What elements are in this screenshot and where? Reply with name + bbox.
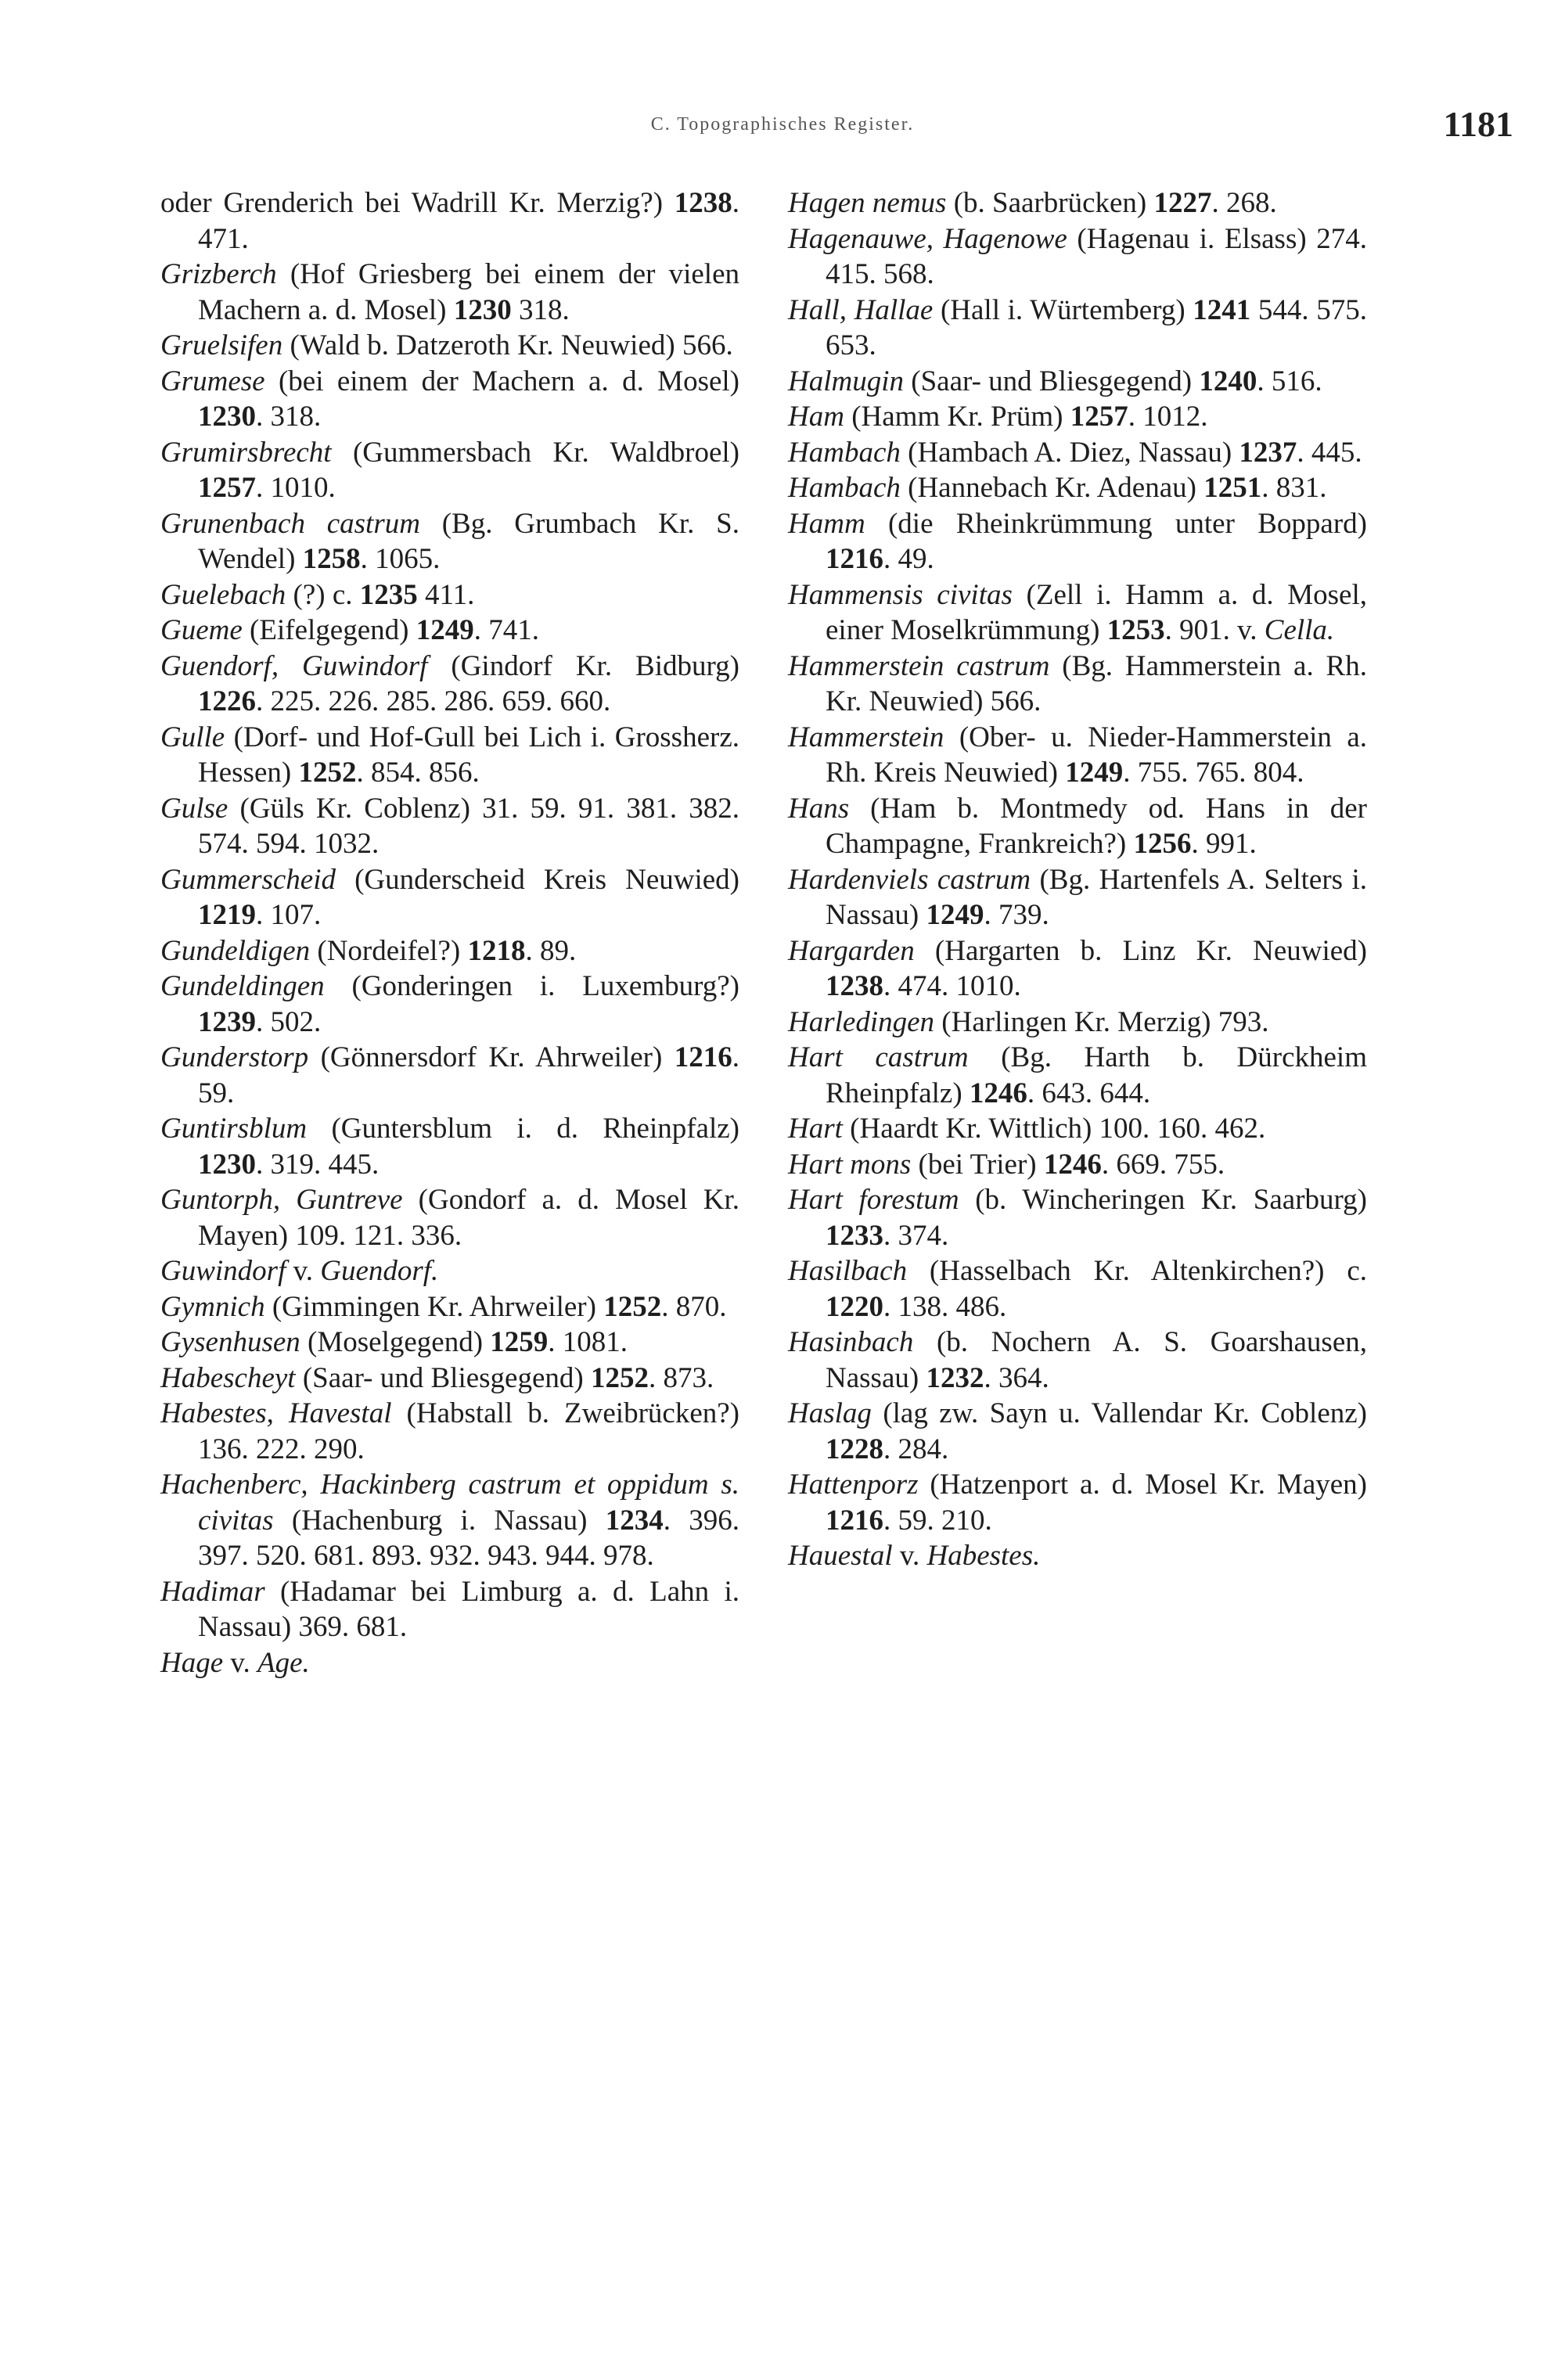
register-entry [160,933,739,969]
entry-year: 1249 [1065,757,1124,789]
entry-refs: . 225. 226. 285. 286. 659. 660. [256,685,611,717]
register-entry [788,1325,1367,1396]
register-entry [788,1538,1367,1574]
entry-year: 1246 [1043,1148,1102,1181]
entry-year: 1237 [1239,436,1297,469]
entry-refs: . 1010. [256,472,336,504]
entry-text: v. [286,1255,321,1287]
entry-term: Gueme [160,614,243,646]
entry-term: Hambach [788,472,901,504]
entry-year: 1259 [490,1326,549,1358]
register-entry [160,1289,739,1325]
entry-text: (Gindorf Kr. Bidburg) [427,649,739,682]
entry-term: Hagen nemus [788,187,947,219]
entry-refs: . 669. 755. [1101,1148,1225,1181]
entry-year: 1256 [1133,828,1192,860]
register-entry [160,435,739,506]
entry-term: Hammensis civitas [788,578,1013,611]
entry-term: Gulse [160,792,228,825]
register-entry [160,185,739,257]
entry-term: Habescheyt [160,1361,296,1394]
entry-refs: . 396. 397. 520. 681. 893. 932. 943. 944. 978. [198,1504,739,1572]
register-entry [160,1361,739,1397]
entry-term: Hart forestum [788,1184,959,1216]
entry-term: Gymnich [160,1290,265,1323]
entry-term: Haslag [788,1397,872,1429]
entry-term: Hadimar [160,1575,265,1608]
entry-year: 1230 [198,401,256,433]
entry-text: (Bg. Grumbach Kr. S. Wendel) [198,507,739,575]
entry-year: 1218 [467,934,526,967]
entry-text: (Gunderscheid Kreis Neuwied) [336,863,739,896]
entry-refs: . 474. 1010. [883,970,1021,1002]
register-entry [160,1396,739,1467]
entry-text: (Hatzenport a. d. Mosel Kr. Mayen) [918,1469,1367,1501]
entry-year: 1238 [826,970,883,1002]
register-entry [788,293,1367,364]
entry-text: (Haardt Kr. Wittlich) 100. 160. 462. [842,1113,1266,1145]
entry-refs: . 364. [984,1361,1049,1394]
entry-term: Hambach [788,436,901,469]
register-entry [160,577,739,613]
entry-year: 1257 [198,472,256,504]
entry-year: 1249 [416,614,474,646]
entry-year: 1228 [826,1433,883,1465]
entry-refs: . 138. 486. [883,1290,1007,1323]
left-column [160,185,739,1681]
entry-year: 1241 [1193,293,1251,326]
entry-text: (Habstall b. Zweibrücken?) 136. 222. 290. [198,1397,739,1465]
page-number: 1181 [1443,104,1513,144]
entry-term: Hart castrum [788,1041,969,1073]
entry-text: (Hagenau i. Elsass) 274. 415. 568. [826,222,1367,290]
entry-refs: 544. 575. 653. [826,293,1367,361]
register-entry [788,221,1367,293]
entry-term: Grizberch [160,258,277,290]
entry-refs: . 901. v. [1164,614,1265,646]
entry-year: 1219 [198,899,256,931]
entry-cross-reference: Cella. [1264,614,1335,646]
entry-text: (Bg. Hartenfels A. Selters i. Nassau) [826,863,1367,931]
entry-term: Hachenberc, Hackinberg castrum et oppidum s. civitas [160,1469,739,1537]
register-entry [788,1005,1367,1041]
entry-refs: . 854. 856. [356,757,480,789]
register-entry [160,1574,739,1645]
entry-refs: 318. [511,293,570,326]
entry-refs: . 445. [1297,436,1362,469]
entry-text: (Dorf- und Hof-Gull bei Lich i. Grossherz. Hessen) [198,721,739,789]
entry-term: Grunenbach castrum [160,507,420,540]
running-title: C. Topographisches Register. [650,114,915,135]
entry-year: 1226 [198,685,256,717]
register-entry [788,1467,1367,1538]
entry-refs: . 49. [883,543,934,575]
entry-term: Hargarden [788,934,915,967]
entry-year: 1238 [674,187,732,219]
entry-year: 1239 [198,1005,256,1038]
entry-term: Hammerstein [788,721,944,753]
entry-text: (Bg. Hammerstein a. Rh. Kr. Neuwied) 566. [826,649,1367,717]
register-entry [788,720,1367,791]
entry-term: Hauestal [788,1540,893,1572]
entry-term: Grumirsbrecht [160,436,332,469]
entry-year: 1249 [926,899,984,931]
entry-text: (Harlingen Kr. Merzig) 793. [934,1005,1269,1038]
entry-year: 1216 [826,543,883,575]
entry-year: 1234 [605,1504,664,1537]
entry-term: Habestes, Havestal [160,1397,392,1429]
entry-refs: . 1081. [548,1326,628,1358]
register-entry [160,1325,739,1361]
register-entry [788,1182,1367,1253]
entry-year: 1230 [198,1148,256,1181]
entry-refs: . 1065. [360,543,441,575]
entry-year: 1233 [826,1219,883,1252]
register-entry [160,1253,739,1289]
entry-term: Hasinbach [788,1326,914,1358]
entry-text: (Hamm Kr. Prüm) [844,401,1070,433]
entry-text: (b. Wincheringen Kr. Saarburg) [959,1184,1368,1216]
register-entry [788,185,1367,221]
entry-refs: . 991. [1191,828,1257,860]
entry-text: (Saar- und Bliesgegend) [295,1361,591,1394]
entry-text: (bei Trier) [911,1148,1044,1181]
entry-refs: . 471. [198,187,739,255]
entry-year: 1240 [1199,365,1257,397]
entry-term: Grumese [160,365,265,397]
entry-year: 1216 [674,1041,732,1073]
entry-text: (Guntersblum i. d. Rheinpfalz) [307,1113,739,1145]
entry-term: Gundeldingen [160,970,325,1002]
entry-year: 1253 [1106,614,1165,646]
entry-text: (b. Saarbrücken) [946,187,1154,219]
right-column [788,185,1367,1574]
entry-year: 1230 [453,293,512,326]
entry-text: (Moselgegend) [300,1326,491,1358]
entry-refs: . 741. [473,614,539,646]
entry-refs: . 59. 210. [883,1504,992,1537]
entry-term: Hans [788,792,850,825]
entry-refs: . 284. [883,1433,949,1465]
entry-year: 1220 [826,1290,883,1323]
register-entry [788,399,1367,435]
entry-term: Hage [160,1646,224,1679]
entry-text: (Hambach A. Diez, Nassau) [900,436,1239,469]
register-entry [160,364,739,435]
register-entry [788,470,1367,506]
register-entry [788,506,1367,577]
entry-term: Gulle [160,721,225,753]
entry-term: Harledingen [788,1005,935,1038]
entry-term: Hart [788,1113,843,1145]
entry-term: Gunderstorp [160,1041,309,1073]
entry-refs: . 755. 765. 804. [1123,757,1304,789]
entry-text: (die Rheinkrümmung unter Boppard) [865,507,1367,540]
entry-term: Halmugin [788,365,904,397]
register-entry [160,506,739,577]
register-entry [160,720,739,791]
entry-year: 1252 [603,1290,662,1323]
entry-text: oder Grenderich bei Wadrill Kr. Merzig?) [160,187,675,219]
entry-text: (Gonderingen i. Luxemburg?) [324,970,739,1002]
entry-term: Gysenhusen [160,1326,300,1358]
entry-year: 1258 [302,543,361,575]
entry-text: (Bg. Harth b. Dürckheim Rheinpfalz) [826,1041,1367,1109]
entry-text: (Hannebach Kr. Adenau) [900,472,1204,504]
entry-year: 1257 [1070,401,1128,433]
entry-refs: . 268. [1211,187,1277,219]
entry-year: 1216 [826,1504,883,1537]
entry-text: (Hall i. Würtemberg) [933,293,1193,326]
register-entry [788,364,1367,400]
entry-text: (Gönnersdorf Kr. Ahrweiler) [308,1041,675,1073]
entry-year: 1232 [926,1361,984,1394]
entry-text: (Gimmingen Kr. Ahrweiler) [264,1290,604,1323]
entry-year: 1252 [298,757,357,789]
entry-year: 1246 [969,1077,1027,1109]
entry-text: (Nordeifel?) [310,934,468,967]
entry-text: (Wald b. Datzeroth Kr. Neuwied) 566. [282,329,733,361]
running-head [0,104,1565,144]
entry-text: (Eifelgegend) [242,614,416,646]
register-entry [788,649,1367,720]
entry-text: v. [223,1646,258,1679]
entry-refs: . 502. [256,1005,322,1038]
entry-refs: . 1012. [1128,401,1208,433]
entry-cross-reference: Age. [257,1646,310,1679]
entry-refs: . 873. [648,1361,714,1394]
register-entry [788,791,1367,862]
entry-text: (Gummersbach Kr. Waldbroel) [331,436,739,469]
register-entry [788,1111,1367,1147]
entry-text: (Hadamar bei Limburg a. d. Lahn i. Nassau) 369. 681. [198,1575,739,1643]
entry-text: (Hof Griesberg bei einem der vielen Machern a. d. Mosel) [198,258,739,326]
entry-term: Guendorf, Guwindorf [160,649,428,682]
entry-cross-reference: Habestes. [926,1540,1041,1572]
entry-text: (Hargarten b. Linz Kr. Neuwied) [914,934,1367,967]
entry-text: (Ham b. Montmedy od. Hans in der Champagne, Frankreich?) [826,792,1367,860]
entry-term: Guelebach [160,578,286,611]
register-entry [160,791,739,862]
entry-term: Gruelsifen [160,329,283,361]
entry-cross-reference: Guendorf. [320,1255,439,1287]
entry-text: (Hachenburg i. Nassau) [273,1504,606,1537]
register-entry [160,969,739,1040]
entry-text: v. [892,1540,927,1572]
register-entry [160,1111,739,1182]
entry-refs: . 870. [661,1290,727,1323]
register-entry [788,862,1367,933]
entry-text: (Gondorf a. d. Mosel Kr. Mayen) 109. 121. 336. [198,1184,739,1252]
entry-term: Gundeldigen [160,934,311,967]
entry-term: Guwindorf [160,1255,286,1287]
entry-text: (lag zw. Sayn u. Vallendar Kr. Coblenz) [871,1397,1367,1429]
register-entry [160,1467,739,1574]
entry-refs: . 319. 445. [256,1148,380,1181]
entry-term: Guntorph, Guntreve [160,1184,403,1216]
entry-term: Hasilbach [788,1255,908,1287]
register-entry [788,435,1367,471]
entry-refs: . 89. [525,934,577,967]
register-entry [160,1040,739,1111]
entry-term: Guntirsblum [160,1113,308,1145]
entry-term: Ham [788,401,844,433]
register-entry [160,328,739,364]
entry-text: (Ober- u. Nieder-Hammerstein a. Rh. Kreis Neuwied) [826,721,1367,789]
entry-refs: . 831. [1261,472,1327,504]
entry-year: 1235 [359,578,418,611]
register-entry [160,613,739,649]
entry-text: (b. Nochern A. S. Goarshausen, Nassau) [826,1326,1367,1394]
entry-refs: . 107. [256,899,322,931]
entry-term: Hammerstein castrum [788,649,1050,682]
register-entry [788,577,1367,649]
entry-text: (bei einem der Machern a. d. Mosel) [264,365,739,397]
register-entry [160,649,739,720]
entry-refs: . 374. [883,1219,949,1252]
register-entry [788,1253,1367,1325]
register-entry [160,1182,739,1253]
entry-year: 1227 [1153,187,1212,219]
register-entry [160,1645,739,1681]
entry-text: (?) c. [286,578,360,611]
entry-refs: 411. [417,578,475,611]
entry-year: 1251 [1203,472,1262,504]
register-entry [788,1396,1367,1467]
entry-term: Hattenporz [788,1469,919,1501]
entry-text: (Güls Kr. Coblenz) 31. 59. 91. 381. 382. 574. 594. 1032. [198,792,739,860]
register-entry [160,862,739,933]
entry-text: (Saar- und Bliesgegend) [904,365,1200,397]
register-entry [788,933,1367,1005]
entry-text: (Zell i. Hamm a. d. Mosel, einer Moselkrümmung) [826,578,1368,646]
entry-term: Hall, Hallae [788,293,934,326]
entry-refs: . 59. [198,1041,739,1109]
entry-term: Hart mons [788,1148,912,1181]
register-entry [788,1040,1367,1111]
entry-refs: . 318. [256,401,322,433]
entry-term: Gummerscheid [160,863,336,896]
entry-term: Hamm [788,507,865,540]
register-entry [160,257,739,328]
entry-text: (Hasselbach Kr. Altenkirchen?) c. [907,1255,1367,1287]
entry-refs: . 643. 644. [1027,1077,1151,1109]
entry-refs: . 739. [984,899,1049,931]
register-entry [788,1147,1367,1183]
entry-year: 1252 [590,1361,649,1394]
entry-term: Hardenviels castrum [788,863,1031,896]
entry-term: Hagenauwe, Hagenowe [788,222,1067,255]
entry-refs: . 516. [1257,365,1322,397]
